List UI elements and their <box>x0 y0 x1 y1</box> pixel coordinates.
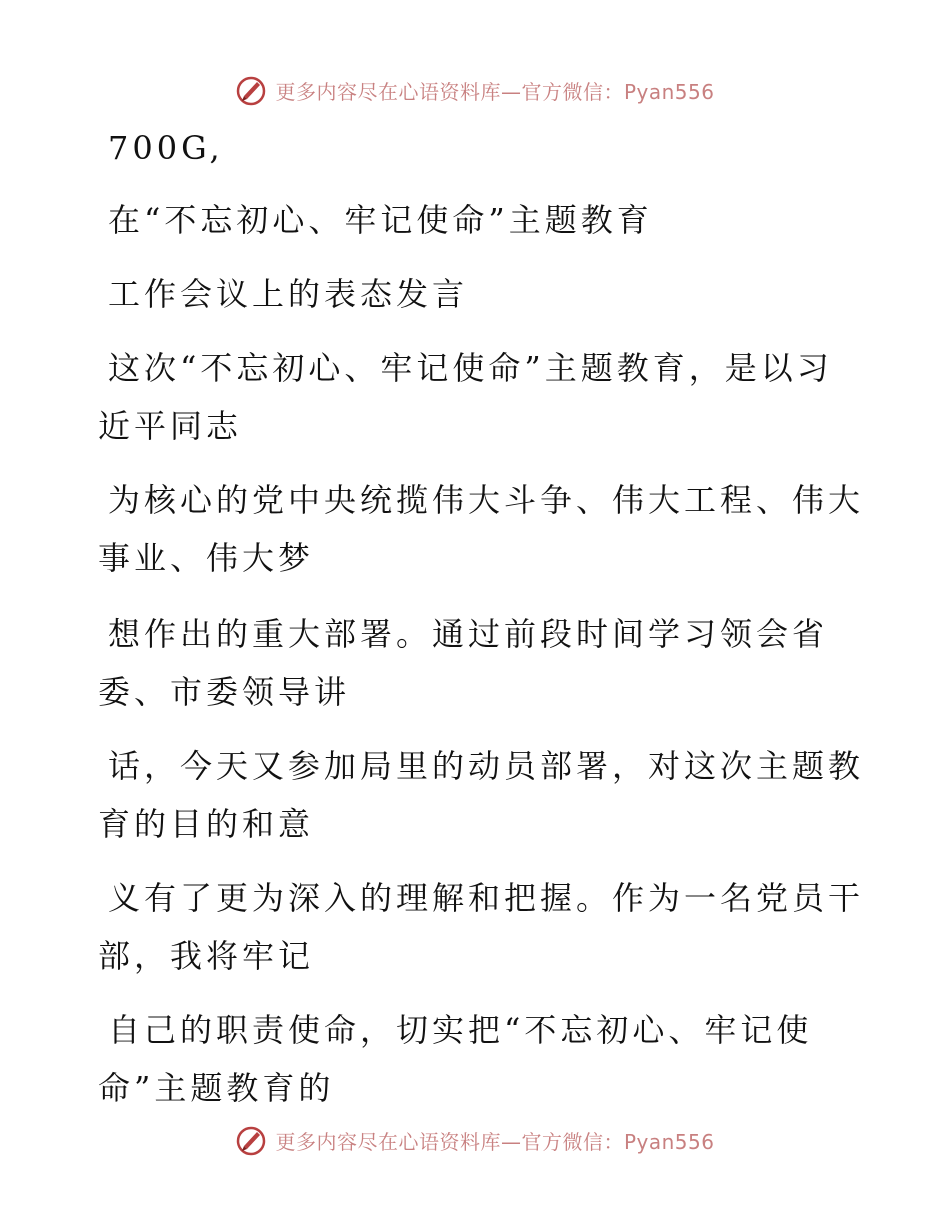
doc-line: 命”主题教育的 <box>98 1069 335 1107</box>
doc-line: 事业、伟大梦 <box>98 539 315 577</box>
doc-title-line-1: 在“不忘初心、牢记使命”主题教育 <box>108 201 653 239</box>
doc-line: 想作出的重大部署。通过前段时间学习领会省 <box>108 615 829 653</box>
footer-watermark <box>0 1120 950 1160</box>
doc-line: 委、市委领导讲 <box>98 673 351 711</box>
doc-line: 700G, <box>108 129 224 167</box>
pen-circle-logo-icon <box>235 1124 267 1156</box>
watermark-text: 更多内容尽在心语资料库—官方微信：Pyan556 <box>275 79 715 104</box>
doc-line: 部，我将牢记 <box>98 937 315 975</box>
doc-title-line-2: 工作会议上的表态发言 <box>108 275 469 313</box>
doc-line: 自己的职责使命，切实把“不忘初心、牢记使 <box>108 1011 813 1049</box>
doc-line: 义有了更为深入的理解和把握。作为一名党员干 <box>108 879 865 917</box>
pen-circle-logo-icon <box>235 74 267 106</box>
doc-line: 为核心的党中央统揽伟大斗争、伟大工程、伟大 <box>108 481 865 519</box>
header-watermark <box>0 70 950 110</box>
doc-line: 话，今天又参加局里的动员部署，对这次主题教 <box>108 747 865 785</box>
doc-line: 育的目的和意 <box>98 805 315 843</box>
doc-line: 近平同志 <box>98 407 243 445</box>
watermark-text: 更多内容尽在心语资料库—官方微信：Pyan556 <box>275 1129 715 1154</box>
doc-line: 这次“不忘初心、牢记使命”主题教育，是以习 <box>108 349 833 387</box>
